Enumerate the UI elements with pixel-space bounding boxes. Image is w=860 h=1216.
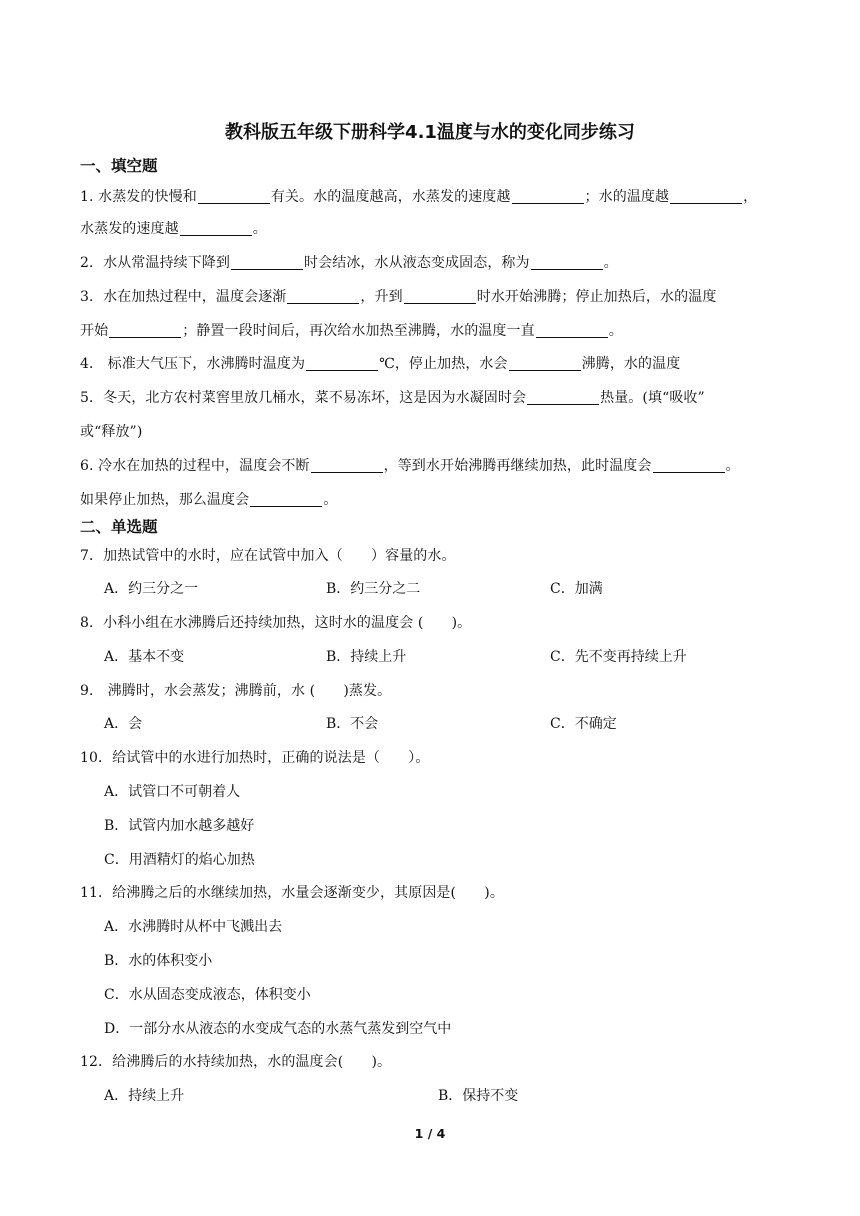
question-5-text: 或“释放”) <box>80 424 143 440</box>
question-4-text: 4． 标准大气压下，水沸腾时温度为 <box>80 356 306 372</box>
question-11-option-d[interactable]: D．一部分水从液态的水变成气态的水蒸气蒸发到空气中 <box>104 1021 452 1037</box>
question-6-line-2 <box>80 489 808 509</box>
question-12-option-a[interactable]: A．持续上升 <box>104 1088 185 1104</box>
answer-blank[interactable] <box>311 458 383 473</box>
question-12-stem: 12．给沸腾后的水持续加热，水的温度会( )。 <box>80 1054 392 1070</box>
question-6-line-1 <box>80 455 808 475</box>
question-1-text: ， <box>743 189 758 205</box>
answer-blank[interactable] <box>109 323 181 338</box>
question-10-option-c[interactable]: C．用酒精灯的焰心加热 <box>104 852 255 868</box>
answer-blank[interactable] <box>180 221 252 236</box>
answer-blank[interactable] <box>509 356 581 371</box>
question-10-option-b[interactable]: B．试管内加水越多越好 <box>104 818 255 834</box>
question-6-text: 6. 冷水在加热的过程中，温度会不断 <box>80 458 310 474</box>
section-fill-in-blank: 一、填空题 <box>80 157 158 175</box>
answer-blank[interactable] <box>287 289 359 304</box>
question-9-option-c[interactable]: C．不确定 <box>550 716 617 732</box>
question-3-text: 3．水在加热过程中，温度会逐渐 <box>80 289 287 305</box>
question-2-text: 2．水从常温持续下降到 <box>80 255 231 271</box>
question-3-text: 时水开始沸腾；停止加热后，水的温度 <box>476 289 717 305</box>
question-3-line-2 <box>80 320 808 340</box>
question-2-text: 时会结冰，水从液态变成固态，称为 <box>304 255 530 271</box>
question-11-stem: 11．给沸腾之后的水继续加热，水量会逐渐变少，其原因是( )。 <box>80 885 504 901</box>
question-5-line-1 <box>80 387 808 407</box>
question-11-option-a[interactable]: A．水沸腾时从杯中飞溅出去 <box>104 919 283 935</box>
question-10-option-a[interactable]: A．试管口不可朝着人 <box>104 784 241 800</box>
question-6-text: 。 <box>323 492 338 508</box>
question-11-option-b[interactable]: B．水的体积变小 <box>104 953 213 969</box>
question-1-text: 。 <box>252 221 267 237</box>
document-title: 教科版五年级下册科学4.1温度与水的变化同步练习 <box>225 122 635 143</box>
question-2 <box>80 252 808 272</box>
answer-blank[interactable] <box>531 255 603 270</box>
question-1-text: 有关。水的温度越高，水蒸发的速度越 <box>270 189 511 205</box>
question-3-text: ；静置一段时间后，再次给水加热至沸腾，水的温度一直 <box>182 323 535 339</box>
question-7-stem: 7．加热试管中的水时，应在试管中加入（ ）容量的水。 <box>80 548 456 564</box>
question-9-option-b[interactable]: B．不会 <box>326 716 379 732</box>
answer-blank[interactable] <box>670 189 742 204</box>
question-8-option-b[interactable]: B．持续上升 <box>326 649 407 665</box>
answer-blank[interactable] <box>306 356 378 371</box>
answer-blank[interactable] <box>250 492 322 507</box>
answer-blank[interactable] <box>231 255 303 270</box>
question-1-text: 1. 水蒸发的快慢和 <box>80 189 197 205</box>
answer-blank[interactable] <box>536 323 608 338</box>
question-3-text: 。 <box>608 323 623 339</box>
answer-blank[interactable] <box>198 189 270 204</box>
answer-blank[interactable] <box>527 390 599 405</box>
question-1-line-2 <box>80 218 808 238</box>
question-4 <box>80 353 808 373</box>
answer-blank[interactable] <box>512 189 584 204</box>
question-5-text: 5．冬天，北方农村菜窖里放几桶水，菜不易冻坏，这是因为水凝固时会 <box>80 390 527 406</box>
question-3-text: ，升到 <box>360 289 403 305</box>
answer-blank[interactable] <box>404 289 476 304</box>
question-8-stem: 8．小科小组在水沸腾后还持续加热，这时水的温度会 ( )。 <box>80 615 472 631</box>
question-6-text: ，等到水开始沸腾再继续加热，此时温度会 <box>383 458 652 474</box>
question-6-text: 如果停止加热，那么温度会 <box>80 492 250 508</box>
answer-blank[interactable] <box>653 458 725 473</box>
question-1-text: ；水的温度越 <box>584 189 670 205</box>
question-3-text: 开始 <box>80 323 109 339</box>
question-7-option-b[interactable]: B．约三分之二 <box>326 581 421 597</box>
question-3-line-1 <box>80 286 808 306</box>
question-7-option-a[interactable]: A．约三分之一 <box>104 581 199 597</box>
question-10-stem: 10．给试管中的水进行加热时，正确的说法是（ ）。 <box>80 750 430 766</box>
question-11-option-c[interactable]: C．水从固态变成液态，体积变小 <box>104 987 311 1003</box>
question-4-text: 沸腾，水的温度 <box>581 356 681 372</box>
question-7-option-c[interactable]: C．加满 <box>550 581 603 597</box>
question-2-text: 。 <box>603 255 618 271</box>
question-5-text: 热量。(填“吸收” <box>600 390 705 406</box>
page-number: 1 / 4 <box>414 1126 446 1141</box>
question-1-text: 水蒸发的速度越 <box>80 221 179 237</box>
question-5-line-2 <box>80 421 808 441</box>
section-single-choice: 二、单选题 <box>80 518 158 536</box>
question-4-text: ℃，停止加热，水会 <box>379 356 508 372</box>
question-12-option-b[interactable]: B．保持不变 <box>438 1088 519 1104</box>
question-9-option-a[interactable]: A．会 <box>104 716 143 732</box>
question-6-text: 。 <box>725 458 740 474</box>
question-1-line-1 <box>80 186 808 206</box>
question-8-option-a[interactable]: A．基本不变 <box>104 649 185 665</box>
question-8-option-c[interactable]: C．先不变再持续上升 <box>550 649 687 665</box>
question-9-stem: 9． 沸腾时，水会蒸发；沸腾前，水 ( )蒸发。 <box>80 683 392 699</box>
